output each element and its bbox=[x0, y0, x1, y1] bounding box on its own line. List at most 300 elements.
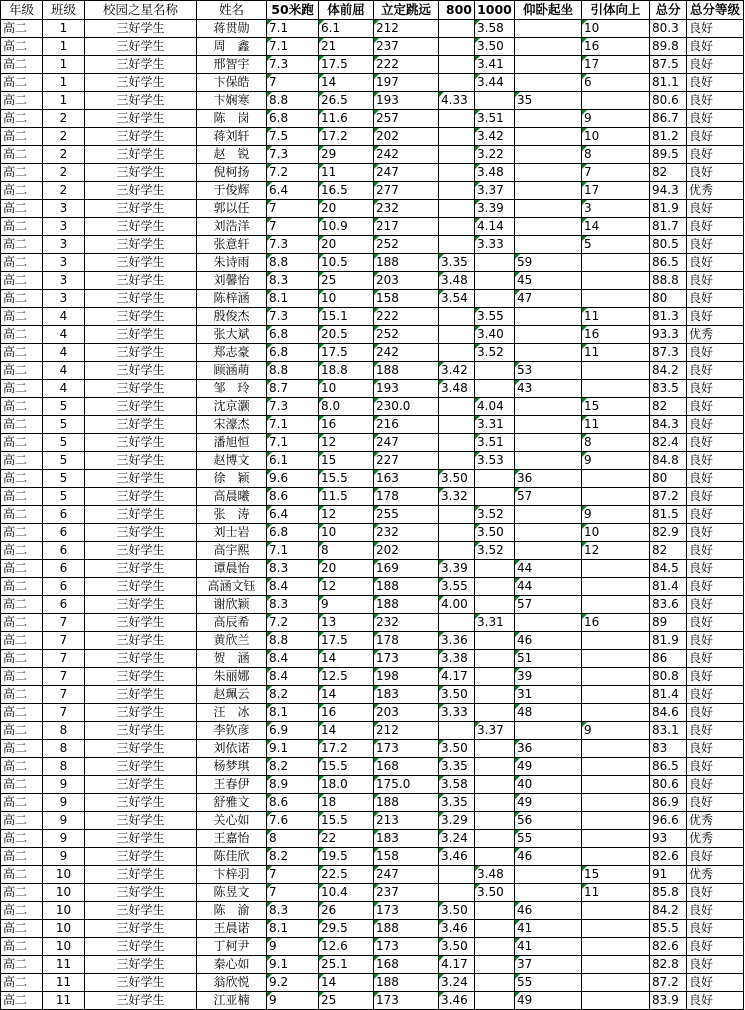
cell-50m: 7 bbox=[267, 884, 319, 902]
cell-grade: 高二 bbox=[1, 974, 43, 992]
cell-sit-reach: 10.4 bbox=[319, 884, 374, 902]
cell-50m: 6.8 bbox=[267, 326, 319, 344]
cell-name: 蒋刘轩 bbox=[197, 128, 267, 146]
cell-grade-level: 良好 bbox=[687, 272, 744, 290]
cell-grade: 高二 bbox=[1, 488, 43, 506]
cell-50m: 9.6 bbox=[267, 470, 319, 488]
cell-grade: 高二 bbox=[1, 92, 43, 110]
cell-pull-ups bbox=[582, 686, 650, 704]
cell-class: 4 bbox=[43, 344, 85, 362]
cell-name: 关心如 bbox=[197, 812, 267, 830]
cell-grade-level: 良好 bbox=[687, 758, 744, 776]
cell-50m: 8.9 bbox=[267, 776, 319, 794]
table-row bbox=[1, 128, 744, 146]
cell-1000m: 3.50 bbox=[475, 38, 515, 56]
cell-sit-ups: 56 bbox=[515, 812, 582, 830]
cell-800m bbox=[439, 722, 475, 740]
cell-1000m: 3.37 bbox=[475, 722, 515, 740]
cell-800m bbox=[439, 164, 475, 182]
cell-sit-ups bbox=[515, 128, 582, 146]
cell-pull-ups bbox=[582, 902, 650, 920]
table-row bbox=[1, 740, 744, 758]
table-row bbox=[1, 902, 744, 920]
cell-800m: 4.00 bbox=[439, 596, 475, 614]
cell-pull-ups: 11 bbox=[582, 344, 650, 362]
cell-name: 殷俊杰 bbox=[197, 308, 267, 326]
cell-pull-ups: 10 bbox=[582, 20, 650, 38]
table-row bbox=[1, 488, 744, 506]
cell-name: 沈京灏 bbox=[197, 398, 267, 416]
table-row bbox=[1, 974, 744, 992]
cell-grade-level: 良好 bbox=[687, 128, 744, 146]
cell-star-title: 三好学生 bbox=[85, 254, 197, 272]
cell-50m: 6.8 bbox=[267, 110, 319, 128]
cell-name: 陈 渝 bbox=[197, 902, 267, 920]
cell-long-jump: 173 bbox=[374, 902, 439, 920]
cell-grade-level: 良好 bbox=[687, 578, 744, 596]
cell-800m: 3.58 bbox=[439, 776, 475, 794]
cell-star-title: 三好学生 bbox=[85, 920, 197, 938]
cell-star-title: 三好学生 bbox=[85, 902, 197, 920]
cell-grade: 高二 bbox=[1, 668, 43, 686]
cell-total: 81.9 bbox=[650, 200, 687, 218]
cell-grade: 高二 bbox=[1, 920, 43, 938]
cell-total: 81.2 bbox=[650, 128, 687, 146]
cell-star-title: 三好学生 bbox=[85, 38, 197, 56]
cell-grade: 高二 bbox=[1, 938, 43, 956]
cell-pull-ups: 10 bbox=[582, 128, 650, 146]
cell-sit-ups bbox=[515, 236, 582, 254]
cell-800m: 3.50 bbox=[439, 470, 475, 488]
cell-name: 王晨诺 bbox=[197, 920, 267, 938]
header-class: 班级 bbox=[43, 1, 85, 20]
cell-50m: 9.2 bbox=[267, 974, 319, 992]
cell-sit-reach: 25 bbox=[319, 272, 374, 290]
cell-long-jump: 173 bbox=[374, 938, 439, 956]
cell-1000m bbox=[475, 956, 515, 974]
cell-800m: 4.17 bbox=[439, 668, 475, 686]
cell-50m: 7.3 bbox=[267, 146, 319, 164]
cell-grade: 高二 bbox=[1, 434, 43, 452]
cell-1000m bbox=[475, 290, 515, 308]
cell-1000m: 4.14 bbox=[475, 218, 515, 236]
cell-grade-level: 良好 bbox=[687, 470, 744, 488]
cell-sit-ups: 48 bbox=[515, 704, 582, 722]
cell-class: 1 bbox=[43, 38, 85, 56]
cell-sit-reach: 15.1 bbox=[319, 308, 374, 326]
cell-sit-reach: 10 bbox=[319, 524, 374, 542]
cell-name: 丁柯尹 bbox=[197, 938, 267, 956]
cell-sit-reach: 20 bbox=[319, 200, 374, 218]
cell-sit-reach: 16.5 bbox=[319, 182, 374, 200]
cell-grade-level: 良好 bbox=[687, 956, 744, 974]
cell-class: 2 bbox=[43, 146, 85, 164]
cell-grade: 高二 bbox=[1, 560, 43, 578]
cell-long-jump: 222 bbox=[374, 56, 439, 74]
cell-50m: 7.2 bbox=[267, 614, 319, 632]
cell-grade-level: 优秀 bbox=[687, 812, 744, 830]
table-row bbox=[1, 686, 744, 704]
cell-grade: 高二 bbox=[1, 308, 43, 326]
cell-50m: 8.8 bbox=[267, 92, 319, 110]
cell-grade: 高二 bbox=[1, 416, 43, 434]
table-row bbox=[1, 218, 744, 236]
cell-class: 6 bbox=[43, 578, 85, 596]
cell-total: 87.5 bbox=[650, 56, 687, 74]
cell-50m: 7 bbox=[267, 866, 319, 884]
cell-long-jump: 237 bbox=[374, 884, 439, 902]
cell-800m bbox=[439, 524, 475, 542]
cell-sit-ups bbox=[515, 542, 582, 560]
cell-sit-reach: 17.5 bbox=[319, 632, 374, 650]
cell-50m: 8.2 bbox=[267, 686, 319, 704]
cell-class: 9 bbox=[43, 794, 85, 812]
cell-sit-reach: 14 bbox=[319, 74, 374, 92]
cell-grade: 高二 bbox=[1, 524, 43, 542]
cell-long-jump: 183 bbox=[374, 686, 439, 704]
cell-class: 7 bbox=[43, 686, 85, 704]
header-name: 姓名 bbox=[197, 1, 267, 20]
cell-sit-ups bbox=[515, 398, 582, 416]
cell-grade: 高二 bbox=[1, 74, 43, 92]
cell-sit-reach: 15.5 bbox=[319, 470, 374, 488]
cell-800m: 3.35 bbox=[439, 758, 475, 776]
cell-class: 9 bbox=[43, 848, 85, 866]
cell-class: 10 bbox=[43, 884, 85, 902]
cell-sit-ups: 41 bbox=[515, 920, 582, 938]
cell-50m: 7.3 bbox=[267, 56, 319, 74]
cell-class: 9 bbox=[43, 830, 85, 848]
cell-800m bbox=[439, 38, 475, 56]
table-row bbox=[1, 272, 744, 290]
cell-name: 刘依诺 bbox=[197, 740, 267, 758]
cell-pull-ups bbox=[582, 470, 650, 488]
cell-800m: 3.50 bbox=[439, 686, 475, 704]
cell-star-title: 三好学生 bbox=[85, 704, 197, 722]
cell-long-jump: 193 bbox=[374, 92, 439, 110]
cell-total: 82.8 bbox=[650, 956, 687, 974]
table-row bbox=[1, 236, 744, 254]
cell-800m bbox=[439, 416, 475, 434]
table-row bbox=[1, 596, 744, 614]
cell-class: 10 bbox=[43, 902, 85, 920]
cell-1000m: 4.04 bbox=[475, 398, 515, 416]
cell-class: 2 bbox=[43, 164, 85, 182]
cell-total: 96.6 bbox=[650, 812, 687, 830]
cell-50m: 8.4 bbox=[267, 650, 319, 668]
cell-sit-ups bbox=[515, 344, 582, 362]
cell-sit-reach: 16 bbox=[319, 416, 374, 434]
cell-1000m bbox=[475, 560, 515, 578]
table-row bbox=[1, 74, 744, 92]
cell-800m: 3.24 bbox=[439, 830, 475, 848]
cell-total: 80.6 bbox=[650, 776, 687, 794]
cell-sit-reach: 15.5 bbox=[319, 812, 374, 830]
cell-long-jump: 212 bbox=[374, 20, 439, 38]
header-50m: 50米跑 bbox=[267, 1, 319, 20]
cell-name: 张 涛 bbox=[197, 506, 267, 524]
cell-name: 卞保皓 bbox=[197, 74, 267, 92]
table-row bbox=[1, 110, 744, 128]
cell-50m: 7.1 bbox=[267, 38, 319, 56]
cell-total: 86 bbox=[650, 650, 687, 668]
cell-class: 1 bbox=[43, 74, 85, 92]
cell-total: 81.7 bbox=[650, 218, 687, 236]
cell-class: 6 bbox=[43, 596, 85, 614]
cell-grade-level: 良好 bbox=[687, 506, 744, 524]
cell-sit-reach: 11.6 bbox=[319, 110, 374, 128]
cell-1000m: 3.52 bbox=[475, 506, 515, 524]
cell-total: 83.9 bbox=[650, 992, 687, 1010]
table-row bbox=[1, 614, 744, 632]
cell-sit-reach: 29 bbox=[319, 146, 374, 164]
cell-name: 秦心如 bbox=[197, 956, 267, 974]
cell-sit-ups bbox=[515, 416, 582, 434]
cell-long-jump: 247 bbox=[374, 164, 439, 182]
cell-pull-ups bbox=[582, 938, 650, 956]
cell-sit-ups bbox=[515, 182, 582, 200]
cell-class: 3 bbox=[43, 218, 85, 236]
cell-long-jump: 158 bbox=[374, 290, 439, 308]
cell-sit-ups: 43 bbox=[515, 380, 582, 398]
cell-grade: 高二 bbox=[1, 164, 43, 182]
cell-800m: 3.32 bbox=[439, 488, 475, 506]
cell-grade-level: 良好 bbox=[687, 452, 744, 470]
cell-sit-reach: 18.8 bbox=[319, 362, 374, 380]
cell-class: 10 bbox=[43, 938, 85, 956]
header-sit-ups: 仰卧起坐 bbox=[515, 1, 582, 20]
table-row bbox=[1, 578, 744, 596]
cell-grade-level: 良好 bbox=[687, 632, 744, 650]
cell-grade-level: 良好 bbox=[687, 164, 744, 182]
cell-name: 郭以任 bbox=[197, 200, 267, 218]
cell-sit-reach: 13 bbox=[319, 614, 374, 632]
cell-grade-level: 良好 bbox=[687, 722, 744, 740]
cell-long-jump: 188 bbox=[374, 362, 439, 380]
cell-50m: 7.2 bbox=[267, 164, 319, 182]
cell-total: 81.4 bbox=[650, 686, 687, 704]
cell-grade-level: 良好 bbox=[687, 236, 744, 254]
cell-star-title: 三好学生 bbox=[85, 344, 197, 362]
cell-pull-ups bbox=[582, 776, 650, 794]
cell-800m bbox=[439, 614, 475, 632]
cell-sit-reach: 17.5 bbox=[319, 56, 374, 74]
cell-grade: 高二 bbox=[1, 56, 43, 74]
cell-1000m: 3.44 bbox=[475, 74, 515, 92]
cell-grade-level: 良好 bbox=[687, 614, 744, 632]
cell-1000m bbox=[475, 686, 515, 704]
cell-long-jump: 202 bbox=[374, 128, 439, 146]
cell-sit-reach: 22.5 bbox=[319, 866, 374, 884]
cell-grade: 高二 bbox=[1, 38, 43, 56]
cell-long-jump: 173 bbox=[374, 740, 439, 758]
cell-total: 86.7 bbox=[650, 110, 687, 128]
cell-sit-reach: 15.5 bbox=[319, 758, 374, 776]
cell-50m: 8.4 bbox=[267, 668, 319, 686]
cell-50m: 8.7 bbox=[267, 380, 319, 398]
cell-grade-level: 良好 bbox=[687, 776, 744, 794]
cell-1000m bbox=[475, 470, 515, 488]
cell-total: 84.8 bbox=[650, 452, 687, 470]
cell-800m bbox=[439, 218, 475, 236]
cell-pull-ups: 7 bbox=[582, 164, 650, 182]
cell-long-jump: 188 bbox=[374, 974, 439, 992]
cell-1000m bbox=[475, 488, 515, 506]
cell-long-jump: 216 bbox=[374, 416, 439, 434]
cell-name: 周 鑫 bbox=[197, 38, 267, 56]
cell-sit-reach: 10.5 bbox=[319, 254, 374, 272]
cell-800m: 3.33 bbox=[439, 704, 475, 722]
cell-grade: 高二 bbox=[1, 362, 43, 380]
cell-pull-ups bbox=[582, 830, 650, 848]
header-star-title: 校园之星名称 bbox=[85, 1, 197, 20]
cell-star-title: 三好学生 bbox=[85, 56, 197, 74]
cell-name: 卞娴寒 bbox=[197, 92, 267, 110]
table-row bbox=[1, 56, 744, 74]
cell-1000m bbox=[475, 794, 515, 812]
table-row bbox=[1, 632, 744, 650]
cell-star-title: 三好学生 bbox=[85, 956, 197, 974]
cell-class: 3 bbox=[43, 236, 85, 254]
table-row bbox=[1, 164, 744, 182]
cell-long-jump: 222 bbox=[374, 308, 439, 326]
cell-sit-ups: 37 bbox=[515, 956, 582, 974]
cell-long-jump: 188 bbox=[374, 920, 439, 938]
cell-class: 6 bbox=[43, 542, 85, 560]
cell-grade: 高二 bbox=[1, 578, 43, 596]
cell-grade-level: 良好 bbox=[687, 398, 744, 416]
table-row bbox=[1, 434, 744, 452]
cell-sit-ups bbox=[515, 884, 582, 902]
cell-sit-reach: 12.6 bbox=[319, 938, 374, 956]
cell-800m bbox=[439, 200, 475, 218]
cell-sit-reach: 25.1 bbox=[319, 956, 374, 974]
table-row bbox=[1, 884, 744, 902]
cell-sit-reach: 26 bbox=[319, 902, 374, 920]
cell-800m: 3.46 bbox=[439, 992, 475, 1010]
table-row bbox=[1, 308, 744, 326]
cell-total: 86.5 bbox=[650, 254, 687, 272]
cell-star-title: 三好学生 bbox=[85, 524, 197, 542]
cell-long-jump: 252 bbox=[374, 236, 439, 254]
cell-grade-level: 良好 bbox=[687, 200, 744, 218]
cell-1000m bbox=[475, 704, 515, 722]
cell-long-jump: 188 bbox=[374, 596, 439, 614]
cell-sit-ups: 59 bbox=[515, 254, 582, 272]
header-long-jump: 立定跳远 bbox=[374, 1, 439, 20]
cell-800m bbox=[439, 884, 475, 902]
cell-grade: 高二 bbox=[1, 812, 43, 830]
cell-50m: 8.3 bbox=[267, 902, 319, 920]
cell-sit-ups: 46 bbox=[515, 902, 582, 920]
cell-star-title: 三好学生 bbox=[85, 128, 197, 146]
cell-star-title: 三好学生 bbox=[85, 668, 197, 686]
cell-sit-ups: 46 bbox=[515, 632, 582, 650]
cell-sit-reach: 14 bbox=[319, 974, 374, 992]
cell-1000m bbox=[475, 938, 515, 956]
table-row bbox=[1, 758, 744, 776]
cell-grade-level: 良好 bbox=[687, 596, 744, 614]
cell-long-jump: 168 bbox=[374, 758, 439, 776]
cell-1000m bbox=[475, 758, 515, 776]
cell-grade-level: 良好 bbox=[687, 974, 744, 992]
cell-grade: 高二 bbox=[1, 128, 43, 146]
cell-star-title: 三好学生 bbox=[85, 182, 197, 200]
table-row bbox=[1, 398, 744, 416]
table-row bbox=[1, 326, 744, 344]
table-row bbox=[1, 938, 744, 956]
cell-sit-reach: 11.5 bbox=[319, 488, 374, 506]
cell-grade: 高二 bbox=[1, 632, 43, 650]
cell-sit-ups bbox=[515, 614, 582, 632]
cell-star-title: 三好学生 bbox=[85, 416, 197, 434]
cell-sit-ups: 44 bbox=[515, 560, 582, 578]
cell-800m: 4.33 bbox=[439, 92, 475, 110]
cell-grade-level: 良好 bbox=[687, 290, 744, 308]
table-row bbox=[1, 722, 744, 740]
cell-800m bbox=[439, 74, 475, 92]
cell-total: 87.2 bbox=[650, 488, 687, 506]
cell-grade: 高二 bbox=[1, 758, 43, 776]
cell-class: 4 bbox=[43, 362, 85, 380]
cell-pull-ups bbox=[582, 578, 650, 596]
cell-800m: 3.48 bbox=[439, 272, 475, 290]
cell-grade: 高二 bbox=[1, 200, 43, 218]
cell-pull-ups bbox=[582, 596, 650, 614]
cell-grade: 高二 bbox=[1, 650, 43, 668]
cell-long-jump: 252 bbox=[374, 326, 439, 344]
cell-50m: 9.1 bbox=[267, 956, 319, 974]
cell-sit-reach: 17.5 bbox=[319, 344, 374, 362]
cell-grade-level: 良好 bbox=[687, 524, 744, 542]
cell-star-title: 三好学生 bbox=[85, 794, 197, 812]
cell-star-title: 三好学生 bbox=[85, 20, 197, 38]
cell-grade-level: 良好 bbox=[687, 380, 744, 398]
table-row bbox=[1, 704, 744, 722]
cell-sit-reach: 12 bbox=[319, 434, 374, 452]
cell-pull-ups bbox=[582, 632, 650, 650]
cell-long-jump: 212 bbox=[374, 722, 439, 740]
cell-1000m: 3.42 bbox=[475, 128, 515, 146]
cell-grade: 高二 bbox=[1, 956, 43, 974]
cell-class: 2 bbox=[43, 128, 85, 146]
cell-pull-ups: 17 bbox=[582, 182, 650, 200]
cell-50m: 7.6 bbox=[267, 812, 319, 830]
cell-1000m: 3.51 bbox=[475, 434, 515, 452]
cell-long-jump: 277 bbox=[374, 182, 439, 200]
cell-class: 11 bbox=[43, 974, 85, 992]
cell-50m: 6.4 bbox=[267, 182, 319, 200]
cell-name: 宋濠杰 bbox=[197, 416, 267, 434]
cell-pull-ups bbox=[582, 794, 650, 812]
cell-grade: 高二 bbox=[1, 182, 43, 200]
cell-star-title: 三好学生 bbox=[85, 398, 197, 416]
cell-star-title: 三好学生 bbox=[85, 272, 197, 290]
cell-long-jump: 227 bbox=[374, 452, 439, 470]
cell-sit-ups: 47 bbox=[515, 290, 582, 308]
cell-star-title: 三好学生 bbox=[85, 542, 197, 560]
cell-class: 5 bbox=[43, 416, 85, 434]
cell-800m: 3.24 bbox=[439, 974, 475, 992]
cell-sit-reach: 16 bbox=[319, 704, 374, 722]
cell-long-jump: 203 bbox=[374, 272, 439, 290]
cell-class: 4 bbox=[43, 308, 85, 326]
cell-name: 邹 玲 bbox=[197, 380, 267, 398]
cell-1000m bbox=[475, 650, 515, 668]
cell-grade-level: 良好 bbox=[687, 38, 744, 56]
cell-total: 83.5 bbox=[650, 380, 687, 398]
cell-name: 翁欣悦 bbox=[197, 974, 267, 992]
